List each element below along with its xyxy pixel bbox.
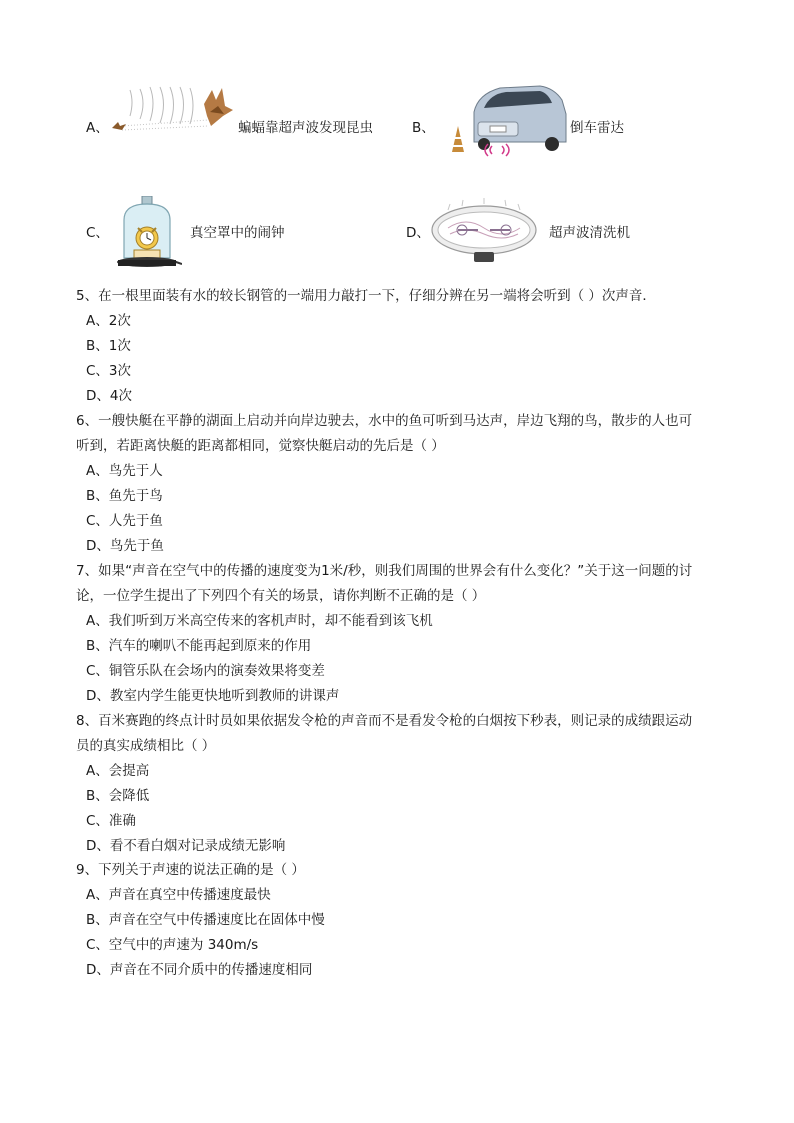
- question-5-option-a: A、2次: [86, 313, 131, 329]
- question-7-option-a: A、我们听到万米高空传来的客机声时，却不能看到该飞机: [86, 613, 433, 629]
- question-5-option-c: C、3次: [86, 363, 132, 379]
- question-5-option-b: B、1次: [86, 338, 131, 354]
- option-letter-c: C、: [86, 225, 109, 241]
- question-8-option-a: A、会提高: [86, 763, 150, 779]
- question-8-stem-line-2: 员的真实成绩相比（ ）: [76, 738, 216, 754]
- question-7-stem-line-1: 7、如果“声音在空气中的传播的速度变为1米/秒，则我们周围的世界会有什么变化？”关于这一问题的讨: [76, 563, 693, 579]
- question-7-option-c: C、铜管乐队在会场内的演奏效果将变差: [86, 663, 325, 679]
- option-caption-b: 倒车雷达: [570, 120, 624, 136]
- option-letter-a: A、: [86, 120, 109, 136]
- question-9-option-a: A、声音在真空中传播速度最快: [86, 887, 271, 903]
- question-5-stem: 5、在一根里面装有水的较长钢管的一端用力敲打一下，仔细分辨在另一端将会听到（ ）次声音．: [76, 288, 656, 304]
- question-9-option-d: D、声音在不同介质中的传播速度相同: [86, 962, 313, 978]
- question-9-stem: 9、下列关于声速的说法正确的是（ ）: [76, 862, 305, 878]
- bat-icon: [110, 86, 235, 136]
- question-9-option-b: B、声音在空气中传播速度比在固体中慢: [86, 912, 325, 928]
- option-caption-c: 真空罩中的闹钟: [190, 225, 285, 241]
- question-6-option-a: A、鸟先于人: [86, 463, 163, 479]
- option-letter-d: D、: [406, 225, 430, 241]
- question-6-stem-line-2: 听到，若距离快艇的距离都相同，觉察快艇启动的先后是（ ）: [76, 438, 445, 454]
- option-caption-a: 蝙蝠靠超声波发现昆虫: [238, 120, 373, 136]
- ultrasonic-cleaner-icon: [428, 190, 540, 266]
- question-6-option-d: D、鸟先于鱼: [86, 538, 164, 554]
- question-7-option-b: B、汽车的喇叭不能再起到原来的作用: [86, 638, 312, 654]
- option-caption-d: 超声波清洗机: [549, 225, 630, 241]
- option-letter-b: B、: [412, 120, 435, 136]
- question-6-stem-line-1: 6、一艘快艇在平静的湖面上启动并向岸边驶去，水中的鱼可听到马达声，岸边飞翔的鸟，散步的人也可: [76, 413, 693, 429]
- car-radar-icon: [440, 82, 568, 158]
- question-6-option-b: B、鱼先于鸟: [86, 488, 163, 504]
- question-8-option-c: C、准确: [86, 813, 136, 829]
- question-9-option-c: C、空气中的声速为 340m/s: [86, 937, 259, 953]
- question-5-option-d: D、4次: [86, 388, 132, 404]
- question-8-option-b: B、会降低: [86, 788, 150, 804]
- question-7-stem-line-2: 论，一位学生提出了下列四个有关的场景，请你判断不正确的是（ ）: [76, 588, 486, 604]
- vacuum-bell-jar-clock-icon: [112, 196, 182, 272]
- question-7-option-d: D、教室内学生能更快地听到教师的讲课声: [86, 688, 340, 704]
- question-8-stem-line-1: 8、百米赛跑的终点计时员如果依据发令枪的声音而不是看发令枪的白烟按下秒表，则记录的成绩跟运动: [76, 713, 693, 729]
- question-6-option-c: C、人先于鱼: [86, 513, 163, 529]
- question-8-option-d: D、看不看白烟对记录成绩无影响: [86, 838, 286, 854]
